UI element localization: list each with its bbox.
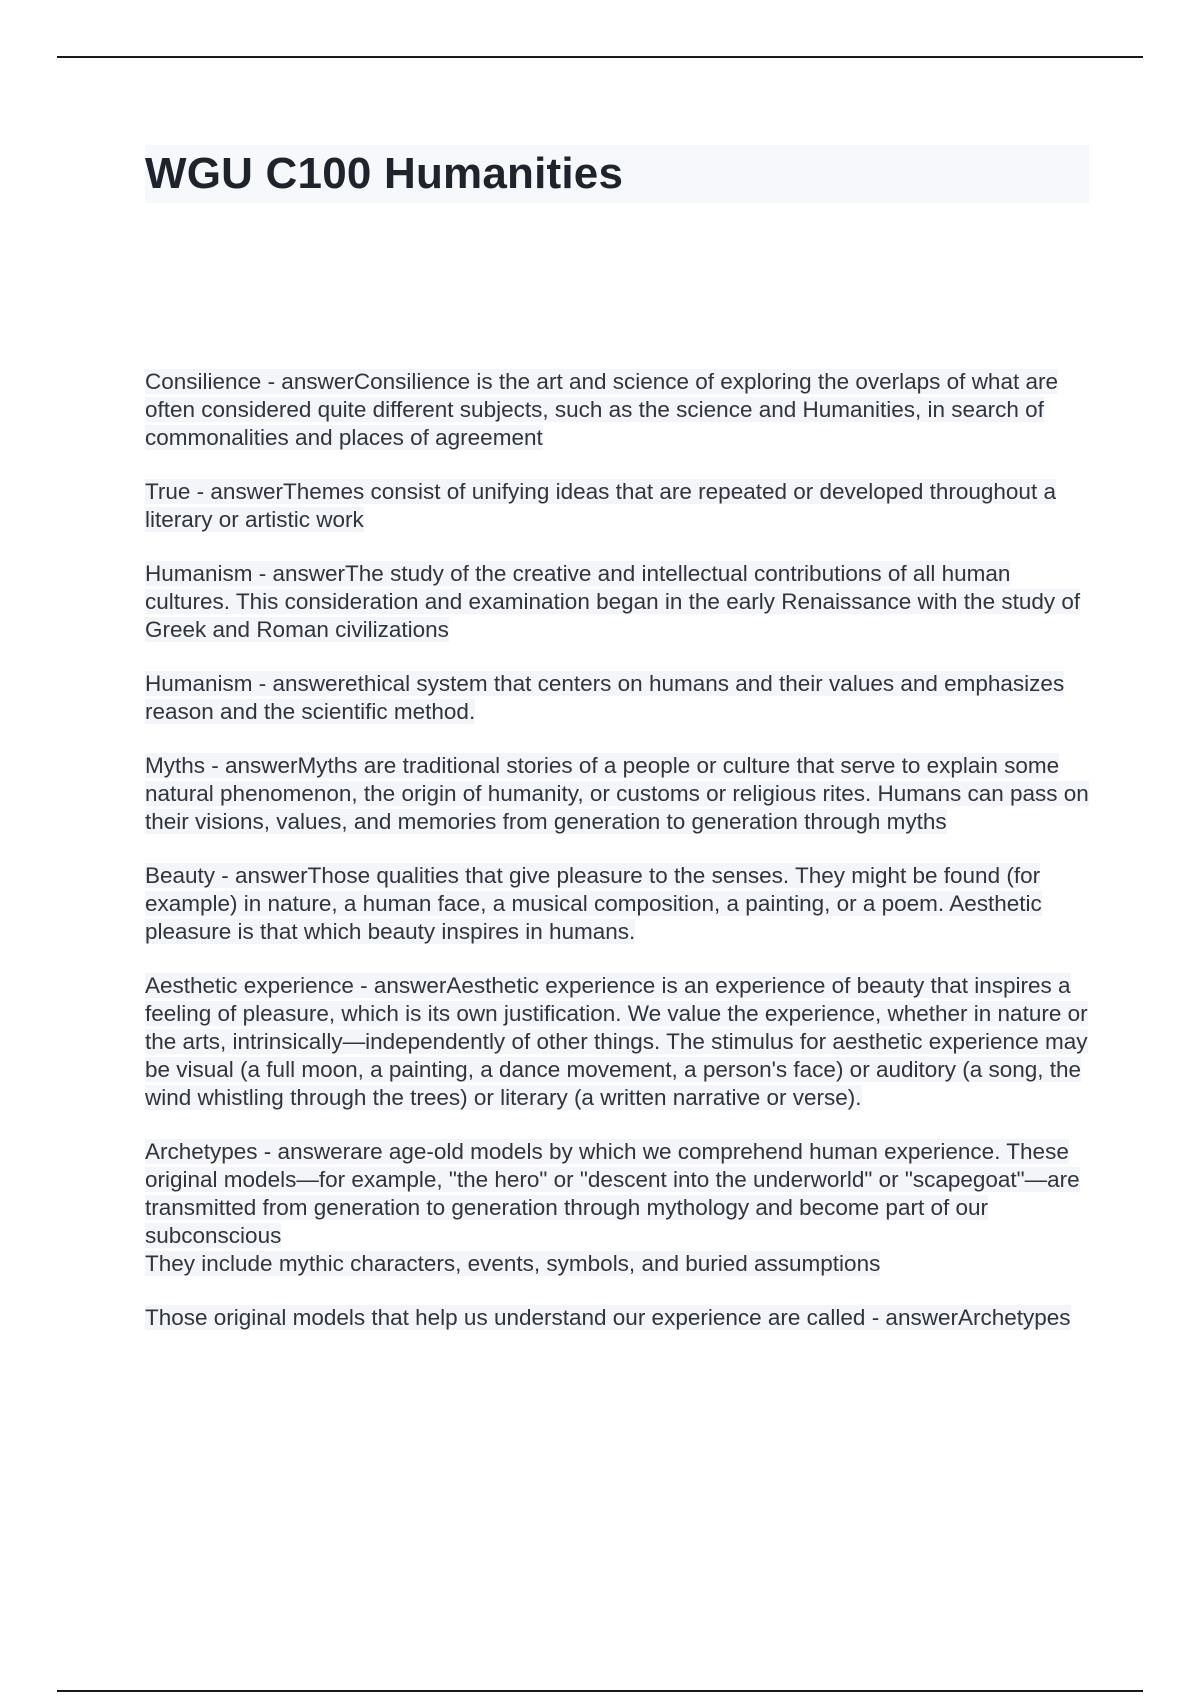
bottom-rule: [57, 1690, 1143, 1692]
flashcard-entry: [145, 478, 1095, 534]
flashcard-text: Humanism - answerethical system that centers on humans and their values and emphasizes reason and the scientific method.: [145, 671, 1065, 724]
flashcard-text: Consilience - answerConsilience is the art and science of exploring the overlaps of what are often considered quite different subjects, such as the science and Humanities, in search of commonalities and places of agreement: [145, 369, 1058, 450]
flashcard-text: Those original models that help us understand our experience are called - answerArchetypes: [145, 1305, 1071, 1330]
flashcard-text: True - answerThemes consist of unifying ideas that are repeated or developed throughout a literary or artistic work: [145, 479, 1056, 532]
flashcard-entry: [145, 862, 1095, 946]
flashcard-text: Humanism - answerThe study of the creative and intellectual contributions of all human cultures. This consideration and examination began in the early Renaissance with the study of Greek and Roman civilizations: [145, 561, 1081, 642]
flashcard-entry: [145, 670, 1095, 726]
flashcard-text: Beauty - answerThose qualities that give pleasure to the senses. They might be found (for example) in nature, a human face, a musical composition, a painting, or a poem. Aesthetic pleasure is that which beauty inspires in humans.: [145, 863, 1042, 944]
flashcard-entry: [145, 560, 1095, 644]
flashcard-entry: [145, 368, 1095, 452]
flashcard-entry: [145, 1304, 1095, 1332]
flashcard-text: Archetypes - answerare age-old models by which we comprehend human experience. These original models—for example, "the hero" or "descent into the underworld" or "scapegoat"—are transmitted from generation to generation through mythology and become part of our subconscious: [145, 1139, 1080, 1248]
flashcard-text: Myths - answerMyths are traditional stories of a people or culture that serve to explain some natural phenomenon, the origin of humanity, or customs or religious rites. Humans can pass on their visions, values, and memories from generation to generation through myths: [145, 753, 1089, 834]
flashcard-list: [145, 368, 1095, 1358]
flashcard-entry: [145, 752, 1095, 836]
flashcard-entry: [145, 972, 1095, 1112]
flashcard-text-continued: They include mythic characters, events, symbols, and buried assumptions: [145, 1251, 881, 1276]
page-title: WGU C100 Humanities: [145, 149, 624, 198]
flashcard-text: Aesthetic experience - answerAesthetic experience is an experience of beauty that inspires a feeling of pleasure, which is its own justification. We value the experience, whether in nature or the arts, intrinsically—independently of other things. The stimulus for aesthetic experience may be visual (a full moon, a painting, a dance movement, a person's face) or auditory (a song, the wind whistling through the trees) or literary (a written narrative or verse).: [145, 973, 1088, 1110]
top-rule: [57, 56, 1143, 58]
flashcard-entry: [145, 1138, 1095, 1278]
